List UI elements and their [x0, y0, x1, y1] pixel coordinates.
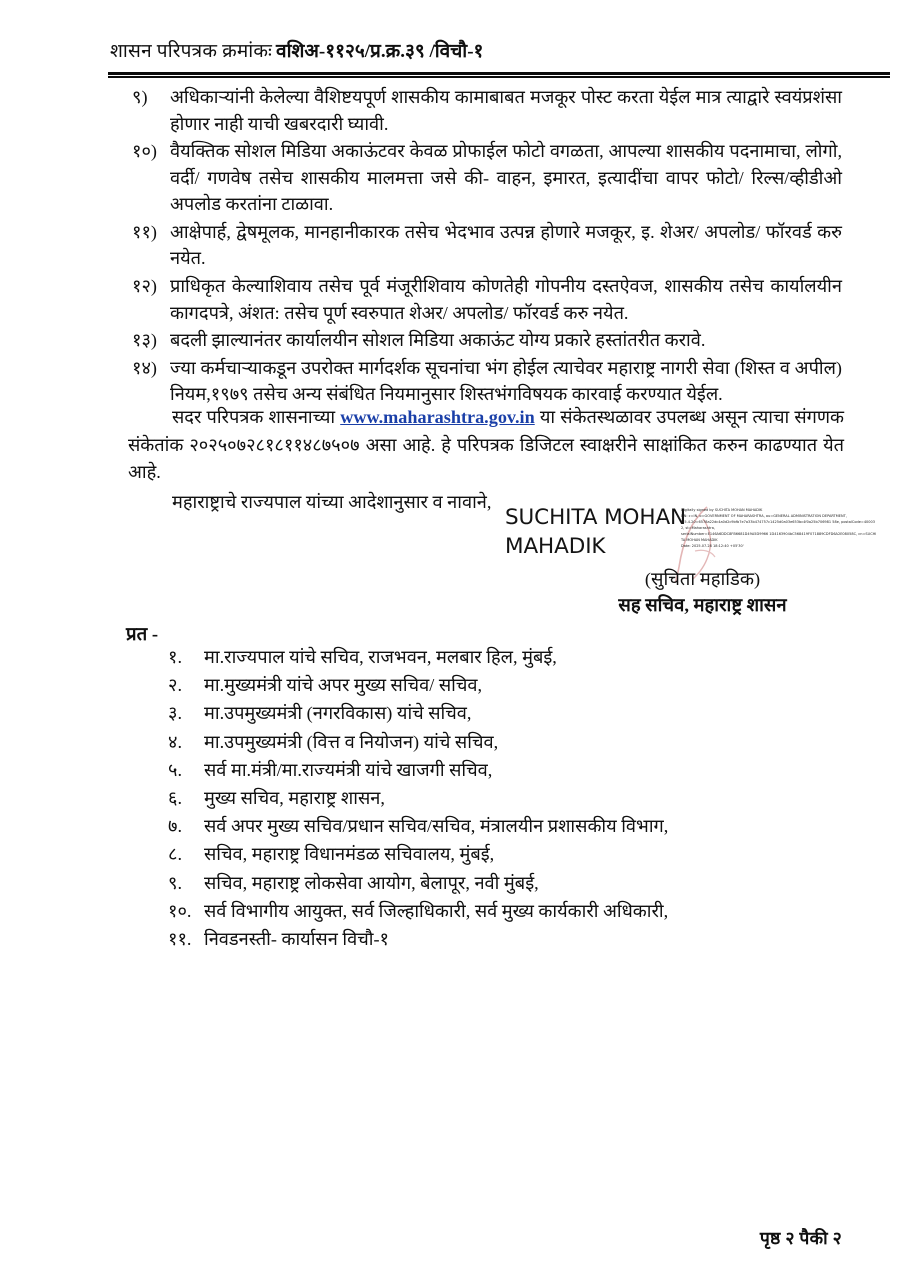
- copy-item-text: सचिव, महाराष्ट्र विधानमंडळ सचिवालय, मुंबई,: [204, 844, 495, 865]
- order-by-line: महाराष्ट्राचे राज्यपाल यांच्या आदेशानुसार व नावाने,: [172, 492, 492, 512]
- header-circular-number: वशिअ-११२५/प्र.क्र.३९ /विचौ-१: [276, 41, 484, 62]
- clause-item: [132, 273, 842, 326]
- copy-item-number: ५.: [168, 759, 183, 780]
- copy-item-text: मा.मुख्यमंत्री यांचे अपर मुख्य सचिव/ सचिव,: [204, 675, 483, 696]
- copy-list-item: [168, 902, 868, 930]
- signature-detail-line: Digitally signed by SUCHITA MOHAN MAHADIK: [681, 508, 763, 512]
- signature-name-line1: SUCHITA MOHAN: [505, 505, 687, 530]
- copy-item-text: सर्व अपर मुख्य सचिव/प्रधान सचिव/सचिव, मंत्रालयीन प्रशासकीय विभाग,: [204, 816, 669, 837]
- clause-number: ११): [132, 221, 157, 242]
- clause-number: १०): [132, 141, 157, 162]
- copy-list-item: [168, 733, 868, 761]
- header-label: शासन परिपत्रक क्रमांकः: [110, 41, 272, 62]
- clause-number: १३): [132, 330, 157, 351]
- copy-item-number: ६.: [168, 787, 183, 808]
- copy-item-number: ७.: [168, 816, 183, 837]
- copies-list: [168, 648, 868, 958]
- page-footer: पृष्ठ २ पैकी २: [759, 1228, 842, 1248]
- copy-list-item: [168, 789, 868, 817]
- signature-detail-line: serialNumber=E146A6DDC8FB6681D49A5D9966 1D4163904bC568419F071889CDFD6A2E08058C, cn=SUCHITA MOHAN MAHADIK: [681, 532, 877, 543]
- clause-text: प्राधिकृत केल्याशिवाय तसेच पूर्व मंजूरीशिवाय कोणतेही गोपनीय दस्तऐवज, शासकीय तसेच कार्यालयीन कागदपत्रे, अंशत: तसेच पूर्ण स्वरुपात शेअर/ अपलोड/ फॉरवर्ड करु नयेत.: [170, 275, 842, 323]
- signature-name-line2: MAHADIK: [505, 534, 606, 560]
- copy-item-text: निवडनस्ती- कार्यासन विचौ-१: [204, 928, 389, 949]
- copy-list-item: [168, 845, 868, 873]
- copies-heading: प्रत -: [126, 624, 159, 645]
- clause-text: ज्या कर्मचाऱ्याकडून उपरोक्त मार्गदर्शक सूचनांचा भंग होईल त्याचेवर महाराष्ट्र नागरी सेवा (शिस्त व अपील) नियम,१९७९ तसेच अन्य संबंधित नियमानुसार शिस्तभंगविषयक कारवाई करण्यात येईल.: [170, 357, 842, 405]
- copy-item-text: सचिव, महाराष्ट्र लोकसेवा आयोग, बेलापूर, नवी मुंबई,: [204, 872, 539, 893]
- website-paragraph: [128, 404, 844, 489]
- copy-list-item: [168, 874, 868, 902]
- copy-item-number: १०.: [168, 900, 192, 921]
- copy-item-text: मा.उपमुख्यमंत्री (वित्त व नियोजन) यांचे सचिव,: [204, 731, 499, 752]
- header-divider-rule: [108, 72, 890, 78]
- copy-item-number: २.: [168, 675, 183, 696]
- copy-item-number: ४.: [168, 731, 183, 752]
- clause-item: [132, 84, 842, 137]
- clause-item: [132, 138, 842, 218]
- signer-name: (सुचिता महाडिक): [644, 569, 761, 589]
- clause-text: वैयक्तिक सोशल मिडिया अकाऊंटवर केवळ प्रोफाईल फोटो वगळता, आपल्या शासकीय पदनामाचा, लोगो, वर्दी/ गणवेष तसेच शासकीय मालमत्ता जसे की- वाहन, इमारत, इत्यादींचा वापर फोटो/ रिल्स/व्हीडीओ अपलोड करतांना टाळावा.: [170, 141, 842, 215]
- paragraph-text-after-link: या संकेतस्थळावर उपलब्ध असून त्याचा संगणक संकेतांक २०२५०७२८१८११४८७५०७ असा आहे. हे परिपत्रक डिजिटल स्वाक्षरीने साक्षांकित करुन काढण्यात येत आहे.: [128, 407, 844, 483]
- signature-detail-line: 2.5.4.20=6578a22dc4a0d2c9bfb7e7a33b474757c1425d0a03e653bc4f0a25b706981 58e, postalCode=400032, st=Maharashtra,: [681, 520, 876, 531]
- clause-text: आक्षेपार्ह, द्वेषमूलक, मानहानीकारक तसेच भेदभाव उत्पन्न होणारे मजकूर, इ. शेअर/ अपलोड/ फॉरवर्ड करु नयेत.: [170, 221, 842, 269]
- signature-certificate-details: [681, 507, 877, 549]
- clause-number: १२): [132, 275, 157, 296]
- clause-list: [132, 84, 842, 409]
- copy-list-item: [168, 817, 868, 845]
- copy-list-item: [168, 761, 868, 789]
- clause-text: अधिकाऱ्यांनी केलेल्या वैशिष्टयपूर्ण शासकीय कामाबाबत मजकूर पोस्ट करता येईल मात्र त्याद्वारे स्वयंप्रशंसा होणार नाही याची खबरदारी घ्यावी.: [170, 87, 842, 134]
- copy-item-text: मा.उपमुख्यमंत्री (नगरविकास) यांचे सचिव,: [204, 703, 472, 724]
- signer-designation: सह सचिव, महाराष्ट्र शासन: [618, 595, 787, 616]
- copy-list-item: [168, 704, 868, 732]
- clause-text: बदली झाल्यानंतर कार्यालयीन सोशल मिडिया अकाऊंट योग्य प्रकारे हस्तांतरीत करावे.: [170, 330, 706, 351]
- clause-item: [132, 327, 842, 354]
- copy-item-text: सर्व मा.मंत्री/मा.राज्यमंत्री यांचे खाजगी सचिव,: [204, 759, 493, 780]
- copy-item-number: ३.: [168, 703, 183, 724]
- copy-list-item: [168, 930, 868, 958]
- copy-list-item: [168, 648, 868, 676]
- document-header: [110, 40, 880, 64]
- copy-item-number: ९.: [168, 872, 183, 893]
- copy-item-text: मा.राज्यपाल यांचे सचिव, राजभवन, मलबार हिल, मुंबई,: [204, 647, 557, 667]
- copy-item-text: सर्व विभागीय आयुक्त, सर्व जिल्हाधिकारी, सर्व मुख्य कार्यकारी अधिकारी,: [204, 900, 669, 921]
- signature-detail-line: Date: 2025.07.28 18:12:40 +05'30': [681, 544, 744, 549]
- signature-name: [505, 503, 690, 561]
- copy-list-item: [168, 676, 868, 704]
- signature-detail-line: DN: c=IN, o=GOVERNMENT OF MAHARASHTRA, ou=GENERAL ADMINISTRATION DEPARTMENT,: [681, 514, 847, 519]
- maharashtra-gov-link[interactable]: www.maharashtra.gov.in: [340, 407, 535, 427]
- copy-item-number: ८.: [168, 844, 183, 865]
- copy-item-text: मुख्य सचिव, महाराष्ट्र शासन,: [204, 787, 385, 808]
- clause-number: १४): [132, 357, 157, 378]
- clause-item: [132, 355, 842, 408]
- signer-block: [560, 566, 845, 618]
- clause-number: ९): [132, 87, 148, 107]
- paragraph-text-before-link: सदर परिपत्रक शासनाच्या: [172, 407, 341, 427]
- clause-item: [132, 219, 842, 272]
- copy-item-number: ११.: [168, 928, 192, 949]
- copy-item-number: १.: [168, 647, 183, 667]
